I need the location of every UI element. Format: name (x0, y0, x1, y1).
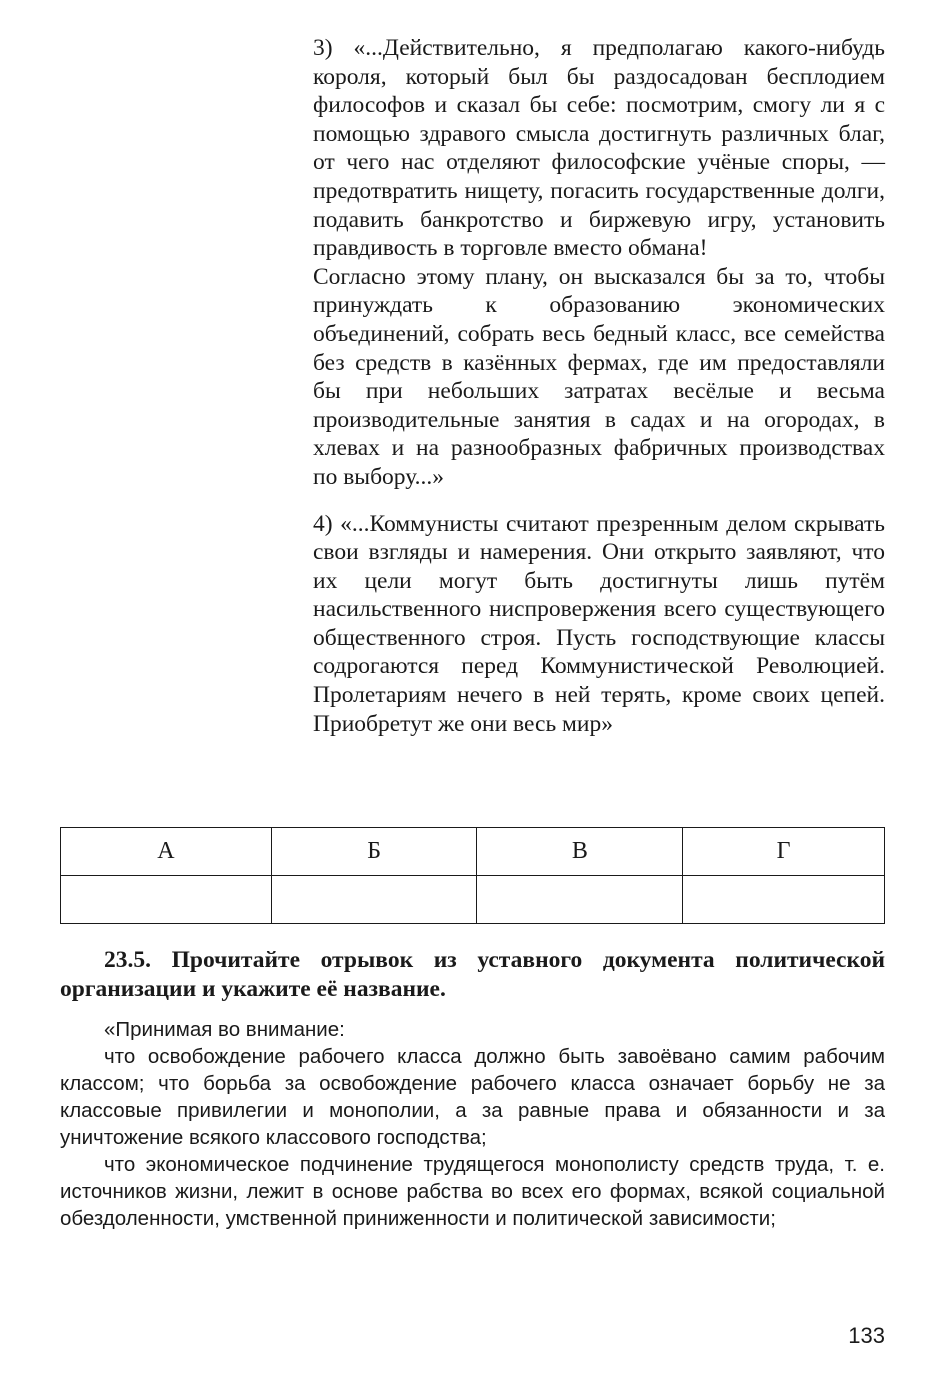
answer-table-header-row (61, 828, 885, 876)
answer-header-v: В (477, 828, 683, 876)
quote-3-part-2: Согласно этому плану, он высказался бы за то, чтобы принуждать к образованию экономических объединений, собрать весь бедный класс, все семейства без средств в казённых фермах, где им предоставляли бы при небольших затратах весёлые и весьма производительные занятия в садах и на огородах, в хлевах и на разнообразных фабричных производствах по выбору...» (313, 263, 885, 490)
document-paragraph: что экономическое подчинение трудящегося монополисту средств труда, т. е. источников жизни, лежит в основе рабства во всех его формах, всякой социальной обездоленности, умственной приниженности и политической зависимости; (60, 1153, 885, 1230)
answer-cell-v[interactable] (477, 876, 683, 924)
answer-cell-a[interactable] (61, 876, 272, 924)
answer-cell-g[interactable] (683, 876, 885, 924)
document-excerpt (60, 1016, 885, 1232)
answer-table-answer-row (61, 876, 885, 924)
task-heading: 23.5. Прочитайте отрывок из уставного документа политической организации и укажите её название. (60, 947, 885, 1002)
page-number: 133 (848, 1323, 885, 1348)
answer-header-a: А (61, 828, 272, 876)
document-paragraph: «Принимая во внимание: (104, 1018, 345, 1041)
document-paragraph: что освобождение рабочего класса должно быть завоёвано самим рабочим классом; что борьба за освобождение рабочего класса означает борьбу не за классовые привилегии и монополии, а за равные права и обязанности и за уничтожение всякого классового господства; (60, 1045, 885, 1149)
quote-3-part-1: 3) «...Действительно, я предполагаю какого-нибудь короля, который был бы раздосадован бесплодием философов и сказал бы себе: посмотрим, смогу ли я с помощью здравого смысла достигнуть различных благ, от чего нас отделяют философские учёные споры, — предотвратить нищету, погасить государственные долги, подавить банкротство и биржевую игру, установить правдивость в торговле вместо обмана! (313, 35, 885, 262)
quotes-block (313, 34, 885, 738)
answer-header-g: Г (683, 828, 885, 876)
quote-4: 4) «...Коммунисты считают презренным делом скрывать свои взгляды и намерения. Они открыто заявляют, что их цели могут быть достигнуты лишь путём насильственного ниспровержения всего существующего общественного строя. Пусть господствующие классы содрогаются перед Коммунистической Революцией. Пролетариям нечего в ней терять, кроме своих цепей. Приобретут же они весь мир» (313, 510, 885, 737)
answer-header-b: Б (271, 828, 477, 876)
answer-cell-b[interactable] (271, 876, 477, 924)
answer-table (60, 827, 885, 924)
